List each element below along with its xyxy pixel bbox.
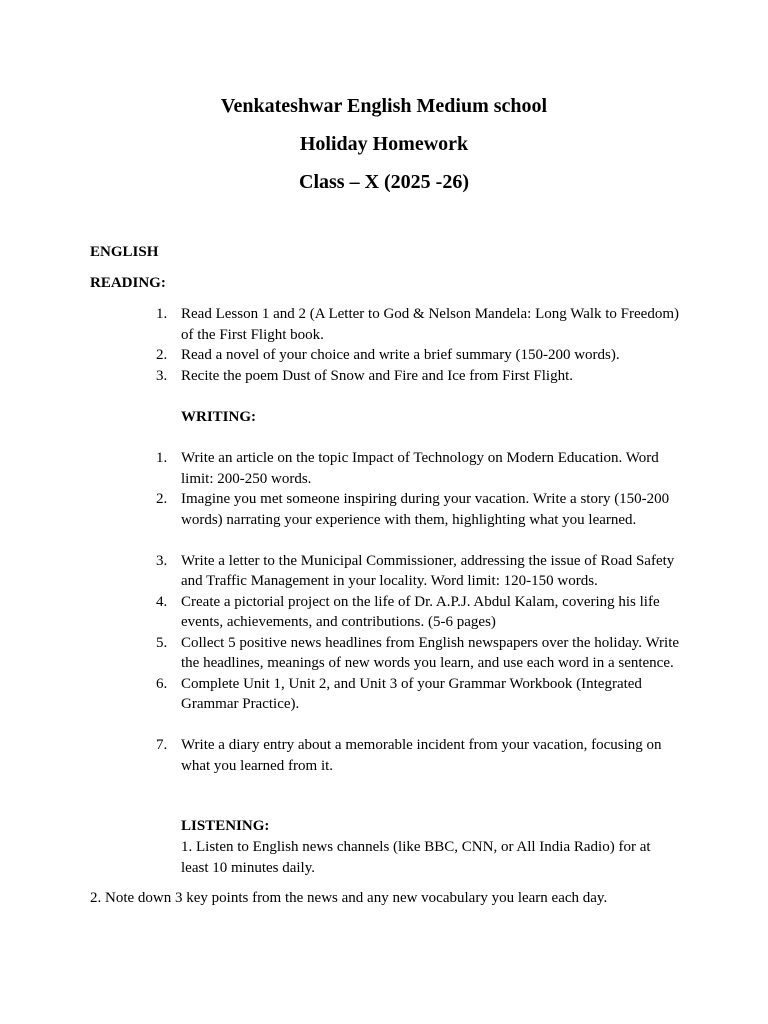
list-text: Read Lesson 1 and 2 (A Letter to God & Nelson Mandela: Long Walk to Freedom) of the First Flight book. <box>181 306 679 343</box>
list-text: Imagine you met someone inspiring during your vacation. Write a story (150-200 words) narrating your experience with them, highlighting what you learned. <box>181 491 670 528</box>
list-item <box>156 592 682 633</box>
writing-heading: WRITING: <box>181 409 257 425</box>
list-text: Write an article on the topic Impact of Technology on Modern Education. Word limit: 200-250 words. <box>181 450 659 487</box>
list-text: Write a diary entry about a memorable incident from your vacation, focusing on what you learned from it. <box>181 737 662 774</box>
school-name: Venkateshwar English Medium school <box>220 95 548 117</box>
list-text: Create a pictorial project on the life of Dr. A.P.J. Abdul Kalam, covering his life events, achievements, and contributions. (5-6 pages) <box>181 593 660 630</box>
list-item <box>156 551 682 592</box>
reading-heading: READING: <box>90 275 166 291</box>
list-number: 6. <box>156 675 168 692</box>
class-title: Class – X (2025 -26) <box>299 171 469 193</box>
writing-list <box>156 448 682 776</box>
list-text: Write a letter to the Municipal Commissioner, addressing the issue of Road Safety and Traffic Management in your locality. Word limit: 120-150 words. <box>181 552 675 589</box>
listening-item-2: 2. Note down 3 key points from the news and any new vocabulary you learn each day. <box>90 890 608 906</box>
list-item <box>156 633 682 674</box>
list-number: 7. <box>156 737 168 753</box>
list-number: 2. <box>156 347 168 363</box>
reading-list <box>156 304 682 386</box>
list-text: Collect 5 positive news headlines from English newspapers over the holiday. Write the headlines, meanings of new words you learn, and use each word in a sentence. <box>181 634 680 671</box>
list-number: 4. <box>156 593 168 610</box>
listening-heading: LISTENING: <box>181 818 270 834</box>
list-number: 1. <box>156 306 168 322</box>
document-title: Holiday Homework <box>299 133 469 155</box>
list-item <box>156 345 682 366</box>
list-item <box>156 366 682 387</box>
list-text: Recite the poem Dust of Snow and Fire and Ice from First Flight. <box>181 367 574 384</box>
english-heading: ENGLISH <box>90 244 159 260</box>
list-number: 5. <box>156 634 168 651</box>
list-text: Complete Unit 1, Unit 2, and Unit 3 of your Grammar Workbook (Integrated Grammar Practice). <box>181 675 642 712</box>
list-item <box>156 735 682 776</box>
list-item <box>156 448 682 489</box>
list-text: Read a novel of your choice and write a brief summary (150-200 words). <box>181 347 620 363</box>
list-number: 3. <box>156 552 168 569</box>
listening-item-1: 1. Listen to English news channels (like BBC, CNN, or All India Radio) for at least 10 minutes daily. <box>181 839 651 876</box>
list-item <box>156 674 682 715</box>
list-item <box>156 304 682 345</box>
list-number: 3. <box>156 367 168 384</box>
list-item <box>156 489 682 530</box>
list-number: 2. <box>156 491 168 507</box>
list-number: 1. <box>156 450 168 466</box>
